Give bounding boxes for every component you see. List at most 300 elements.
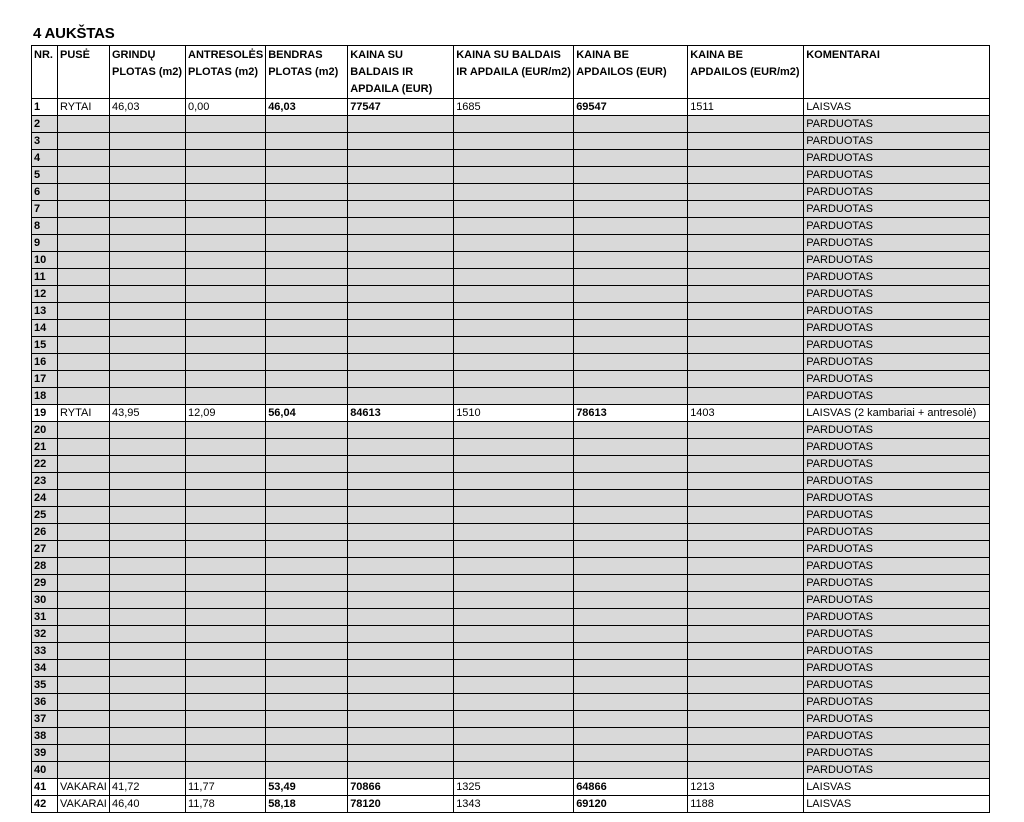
cell-puse (58, 677, 110, 694)
cell-grindu (110, 252, 186, 269)
cell-kaina-su (348, 133, 454, 150)
cell-komentarai: PARDUOTAS (804, 286, 990, 303)
cell-puse (58, 235, 110, 252)
cell-kaina-be-m2: 1188 (688, 796, 804, 813)
column-header: NR. (32, 46, 58, 99)
cell-grindu (110, 439, 186, 456)
table-row (32, 541, 990, 558)
column-header: PUSĖ (58, 46, 110, 99)
cell-kaina-be (574, 337, 688, 354)
cell-puse (58, 456, 110, 473)
cell-komentarai: PARDUOTAS (804, 592, 990, 609)
cell-komentarai: PARDUOTAS (804, 745, 990, 762)
cell-kaina-su-m2 (454, 456, 574, 473)
cell-puse (58, 762, 110, 779)
cell-antresoles (186, 388, 266, 405)
cell-grindu (110, 116, 186, 133)
cell-puse (58, 541, 110, 558)
cell-bendras (266, 286, 348, 303)
cell-nr: 22 (32, 456, 58, 473)
cell-nr: 37 (32, 711, 58, 728)
table-row (32, 694, 990, 711)
cell-kaina-su (348, 269, 454, 286)
cell-kaina-be-m2 (688, 541, 804, 558)
cell-antresoles (186, 507, 266, 524)
cell-nr: 12 (32, 286, 58, 303)
cell-kaina-be (574, 524, 688, 541)
cell-nr: 31 (32, 609, 58, 626)
table-row (32, 371, 990, 388)
table-row (32, 507, 990, 524)
cell-nr: 20 (32, 422, 58, 439)
cell-kaina-be (574, 286, 688, 303)
cell-bendras (266, 643, 348, 660)
cell-komentarai: PARDUOTAS (804, 660, 990, 677)
table-row (32, 116, 990, 133)
cell-kaina-su-m2: 1685 (454, 99, 574, 116)
cell-kaina-be-m2: 1511 (688, 99, 804, 116)
cell-bendras (266, 677, 348, 694)
cell-kaina-su (348, 218, 454, 235)
cell-nr: 39 (32, 745, 58, 762)
cell-puse (58, 133, 110, 150)
cell-kaina-be: 64866 (574, 779, 688, 796)
cell-antresoles (186, 541, 266, 558)
cell-kaina-su (348, 541, 454, 558)
cell-puse (58, 609, 110, 626)
cell-antresoles (186, 473, 266, 490)
cell-grindu (110, 388, 186, 405)
cell-kaina-su (348, 422, 454, 439)
cell-antresoles (186, 558, 266, 575)
cell-kaina-su: 70866 (348, 779, 454, 796)
cell-kaina-su-m2 (454, 167, 574, 184)
table-row (32, 303, 990, 320)
cell-komentarai: PARDUOTAS (804, 320, 990, 337)
cell-komentarai: PARDUOTAS (804, 762, 990, 779)
table-row (32, 575, 990, 592)
cell-antresoles (186, 201, 266, 218)
cell-kaina-be: 78613 (574, 405, 688, 422)
cell-kaina-be-m2 (688, 677, 804, 694)
cell-kaina-be-m2: 1403 (688, 405, 804, 422)
cell-bendras (266, 235, 348, 252)
cell-grindu (110, 490, 186, 507)
cell-komentarai: PARDUOTAS (804, 694, 990, 711)
cell-kaina-su (348, 337, 454, 354)
cell-kaina-be-m2 (688, 184, 804, 201)
cell-kaina-su (348, 354, 454, 371)
cell-komentarai: PARDUOTAS (804, 626, 990, 643)
cell-bendras (266, 116, 348, 133)
cell-komentarai: PARDUOTAS (804, 575, 990, 592)
cell-kaina-su (348, 235, 454, 252)
cell-kaina-su-m2 (454, 524, 574, 541)
cell-kaina-be-m2 (688, 269, 804, 286)
cell-grindu (110, 609, 186, 626)
cell-nr: 38 (32, 728, 58, 745)
table-row (32, 422, 990, 439)
cell-nr: 23 (32, 473, 58, 490)
cell-grindu: 43,95 (110, 405, 186, 422)
cell-komentarai: LAISVAS (804, 796, 990, 813)
cell-antresoles (186, 252, 266, 269)
page-title: 4 AUKŠTAS (33, 25, 115, 42)
cell-nr: 30 (32, 592, 58, 609)
cell-grindu: 41,72 (110, 779, 186, 796)
cell-komentarai: PARDUOTAS (804, 728, 990, 745)
cell-kaina-su-m2 (454, 116, 574, 133)
cell-kaina-be-m2 (688, 218, 804, 235)
cell-kaina-su: 77547 (348, 99, 454, 116)
cell-kaina-su (348, 558, 454, 575)
cell-bendras (266, 133, 348, 150)
column-header: KAINA SU BALDAIS IR APDAILA (EUR/m2) (454, 46, 574, 99)
cell-kaina-be (574, 184, 688, 201)
cell-puse (58, 694, 110, 711)
table-row (32, 439, 990, 456)
cell-bendras (266, 575, 348, 592)
cell-grindu: 46,40 (110, 796, 186, 813)
cell-kaina-be-m2 (688, 320, 804, 337)
cell-antresoles (186, 524, 266, 541)
cell-bendras (266, 507, 348, 524)
cell-grindu (110, 694, 186, 711)
cell-grindu (110, 507, 186, 524)
cell-kaina-su-m2: 1510 (454, 405, 574, 422)
cell-puse (58, 252, 110, 269)
column-header: GRINDŲ PLOTAS (m2) (110, 46, 186, 99)
cell-antresoles (186, 422, 266, 439)
cell-kaina-su-m2 (454, 201, 574, 218)
cell-antresoles (186, 762, 266, 779)
cell-kaina-be-m2 (688, 167, 804, 184)
cell-puse (58, 388, 110, 405)
cell-kaina-be (574, 626, 688, 643)
cell-kaina-su (348, 507, 454, 524)
cell-grindu: 46,03 (110, 99, 186, 116)
cell-bendras (266, 252, 348, 269)
cell-komentarai: PARDUOTAS (804, 609, 990, 626)
cell-nr: 42 (32, 796, 58, 813)
cell-komentarai: PARDUOTAS (804, 269, 990, 286)
cell-kaina-be-m2 (688, 660, 804, 677)
column-header: KAINA SU BALDAIS IR APDAILA (EUR) (348, 46, 454, 99)
cell-kaina-be-m2 (688, 575, 804, 592)
cell-kaina-be-m2 (688, 507, 804, 524)
table-row (32, 456, 990, 473)
cell-antresoles (186, 235, 266, 252)
table-row (32, 490, 990, 507)
cell-grindu (110, 303, 186, 320)
cell-puse (58, 728, 110, 745)
cell-puse: RYTAI (58, 405, 110, 422)
cell-bendras (266, 439, 348, 456)
cell-kaina-su (348, 575, 454, 592)
cell-kaina-su-m2 (454, 490, 574, 507)
cell-kaina-su-m2: 1343 (454, 796, 574, 813)
table-row (32, 320, 990, 337)
cell-nr: 7 (32, 201, 58, 218)
cell-antresoles (186, 337, 266, 354)
cell-nr: 3 (32, 133, 58, 150)
cell-nr: 41 (32, 779, 58, 796)
cell-kaina-be (574, 371, 688, 388)
cell-puse (58, 422, 110, 439)
cell-antresoles (186, 167, 266, 184)
cell-puse (58, 167, 110, 184)
cell-kaina-su-m2 (454, 371, 574, 388)
cell-kaina-su (348, 388, 454, 405)
cell-kaina-su (348, 762, 454, 779)
cell-kaina-su-m2 (454, 711, 574, 728)
cell-nr: 33 (32, 643, 58, 660)
cell-puse (58, 201, 110, 218)
cell-kaina-su-m2 (454, 286, 574, 303)
cell-antresoles (186, 643, 266, 660)
cell-kaina-be (574, 235, 688, 252)
cell-kaina-su-m2 (454, 728, 574, 745)
cell-kaina-be (574, 575, 688, 592)
cell-bendras (266, 303, 348, 320)
cell-kaina-su (348, 728, 454, 745)
cell-kaina-be-m2 (688, 252, 804, 269)
cell-grindu (110, 371, 186, 388)
cell-nr: 16 (32, 354, 58, 371)
cell-bendras (266, 371, 348, 388)
cell-bendras (266, 524, 348, 541)
cell-bendras (266, 541, 348, 558)
cell-kaina-be-m2 (688, 490, 804, 507)
cell-grindu (110, 422, 186, 439)
cell-kaina-be (574, 150, 688, 167)
cell-kaina-su (348, 167, 454, 184)
cell-kaina-su-m2 (454, 303, 574, 320)
cell-komentarai: PARDUOTAS (804, 303, 990, 320)
cell-grindu (110, 575, 186, 592)
cell-kaina-be-m2 (688, 524, 804, 541)
cell-kaina-be-m2 (688, 371, 804, 388)
cell-grindu (110, 541, 186, 558)
table-row (32, 779, 990, 796)
cell-komentarai: PARDUOTAS (804, 150, 990, 167)
table-row (32, 524, 990, 541)
cell-kaina-su: 78120 (348, 796, 454, 813)
cell-kaina-su-m2 (454, 677, 574, 694)
cell-antresoles (186, 694, 266, 711)
cell-kaina-be (574, 541, 688, 558)
cell-puse (58, 354, 110, 371)
cell-puse (58, 269, 110, 286)
cell-nr: 26 (32, 524, 58, 541)
cell-kaina-be (574, 303, 688, 320)
cell-kaina-su-m2 (454, 218, 574, 235)
cell-kaina-be-m2 (688, 354, 804, 371)
cell-kaina-be-m2 (688, 337, 804, 354)
cell-kaina-be-m2 (688, 473, 804, 490)
cell-bendras (266, 609, 348, 626)
cell-antresoles: 0,00 (186, 99, 266, 116)
cell-nr: 25 (32, 507, 58, 524)
cell-nr: 24 (32, 490, 58, 507)
cell-kaina-be (574, 252, 688, 269)
column-header: ANTRESOLĖS PLOTAS (m2) (186, 46, 266, 99)
cell-kaina-su (348, 745, 454, 762)
cell-grindu (110, 320, 186, 337)
cell-bendras (266, 422, 348, 439)
cell-kaina-be-m2 (688, 303, 804, 320)
cell-grindu (110, 354, 186, 371)
table-row (32, 643, 990, 660)
table-row (32, 711, 990, 728)
cell-nr: 11 (32, 269, 58, 286)
cell-komentarai: PARDUOTAS (804, 558, 990, 575)
cell-nr: 28 (32, 558, 58, 575)
cell-kaina-be-m2 (688, 150, 804, 167)
cell-bendras (266, 269, 348, 286)
table-row (32, 184, 990, 201)
cell-kaina-be (574, 660, 688, 677)
cell-bendras (266, 150, 348, 167)
cell-nr: 19 (32, 405, 58, 422)
cell-kaina-su-m2 (454, 609, 574, 626)
cell-kaina-be (574, 218, 688, 235)
cell-grindu (110, 456, 186, 473)
cell-kaina-be (574, 711, 688, 728)
cell-grindu (110, 473, 186, 490)
cell-grindu (110, 626, 186, 643)
cell-kaina-be (574, 643, 688, 660)
cell-antresoles (186, 677, 266, 694)
cell-antresoles (186, 116, 266, 133)
cell-bendras (266, 456, 348, 473)
cell-nr: 17 (32, 371, 58, 388)
cell-nr: 34 (32, 660, 58, 677)
cell-grindu (110, 218, 186, 235)
cell-grindu (110, 150, 186, 167)
cell-kaina-su (348, 201, 454, 218)
cell-kaina-su-m2 (454, 745, 574, 762)
cell-nr: 32 (32, 626, 58, 643)
cell-kaina-su (348, 371, 454, 388)
cell-puse (58, 626, 110, 643)
cell-kaina-su-m2 (454, 337, 574, 354)
table-row (32, 388, 990, 405)
cell-kaina-be (574, 490, 688, 507)
cell-grindu (110, 201, 186, 218)
cell-kaina-su-m2 (454, 354, 574, 371)
cell-grindu (110, 558, 186, 575)
cell-puse (58, 218, 110, 235)
cell-antresoles (186, 728, 266, 745)
cell-kaina-be-m2 (688, 558, 804, 575)
cell-bendras (266, 218, 348, 235)
cell-puse (58, 711, 110, 728)
cell-komentarai: PARDUOTAS (804, 643, 990, 660)
table-row (32, 269, 990, 286)
cell-kaina-be (574, 388, 688, 405)
cell-kaina-be (574, 439, 688, 456)
cell-komentarai: LAISVAS (804, 779, 990, 796)
table-row (32, 592, 990, 609)
cell-bendras (266, 745, 348, 762)
cell-bendras (266, 660, 348, 677)
cell-puse (58, 558, 110, 575)
column-header: KAINA BE APDAILOS (EUR/m2) (688, 46, 804, 99)
cell-bendras (266, 490, 348, 507)
cell-antresoles (186, 626, 266, 643)
cell-nr: 14 (32, 320, 58, 337)
cell-kaina-su-m2 (454, 507, 574, 524)
cell-kaina-su (348, 320, 454, 337)
column-header: BENDRAS PLOTAS (m2) (266, 46, 348, 99)
table-row (32, 660, 990, 677)
cell-antresoles: 11,78 (186, 796, 266, 813)
cell-antresoles (186, 745, 266, 762)
cell-kaina-su (348, 456, 454, 473)
cell-antresoles: 11,77 (186, 779, 266, 796)
cell-komentarai: PARDUOTAS (804, 541, 990, 558)
cell-grindu (110, 762, 186, 779)
cell-komentarai: PARDUOTAS (804, 711, 990, 728)
cell-kaina-su-m2 (454, 235, 574, 252)
cell-antresoles (186, 609, 266, 626)
table-row (32, 235, 990, 252)
cell-nr: 8 (32, 218, 58, 235)
cell-komentarai: LAISVAS (2 kambariai + antresolė) (804, 405, 990, 422)
table-row (32, 405, 990, 422)
cell-nr: 18 (32, 388, 58, 405)
cell-kaina-be (574, 507, 688, 524)
cell-kaina-be (574, 677, 688, 694)
cell-kaina-su (348, 711, 454, 728)
cell-komentarai: PARDUOTAS (804, 116, 990, 133)
cell-bendras (266, 337, 348, 354)
cell-nr: 1 (32, 99, 58, 116)
cell-komentarai: PARDUOTAS (804, 473, 990, 490)
cell-kaina-be-m2 (688, 286, 804, 303)
cell-grindu (110, 235, 186, 252)
cell-puse (58, 439, 110, 456)
cell-puse (58, 490, 110, 507)
table-row (32, 796, 990, 813)
cell-kaina-be (574, 728, 688, 745)
cell-komentarai: PARDUOTAS (804, 507, 990, 524)
cell-grindu (110, 711, 186, 728)
cell-puse (58, 745, 110, 762)
cell-bendras (266, 388, 348, 405)
table-row (32, 473, 990, 490)
cell-puse (58, 507, 110, 524)
cell-antresoles (186, 660, 266, 677)
cell-nr: 35 (32, 677, 58, 694)
cell-bendras: 58,18 (266, 796, 348, 813)
cell-grindu (110, 660, 186, 677)
cell-komentarai: PARDUOTAS (804, 201, 990, 218)
cell-antresoles (186, 354, 266, 371)
cell-kaina-be-m2 (688, 643, 804, 660)
cell-antresoles (186, 371, 266, 388)
cell-puse (58, 643, 110, 660)
table-row (32, 150, 990, 167)
cell-puse: VAKARAI (58, 779, 110, 796)
cell-kaina-be (574, 694, 688, 711)
cell-komentarai: PARDUOTAS (804, 337, 990, 354)
cell-kaina-be: 69120 (574, 796, 688, 813)
cell-puse (58, 660, 110, 677)
table-row (32, 218, 990, 235)
cell-grindu (110, 643, 186, 660)
